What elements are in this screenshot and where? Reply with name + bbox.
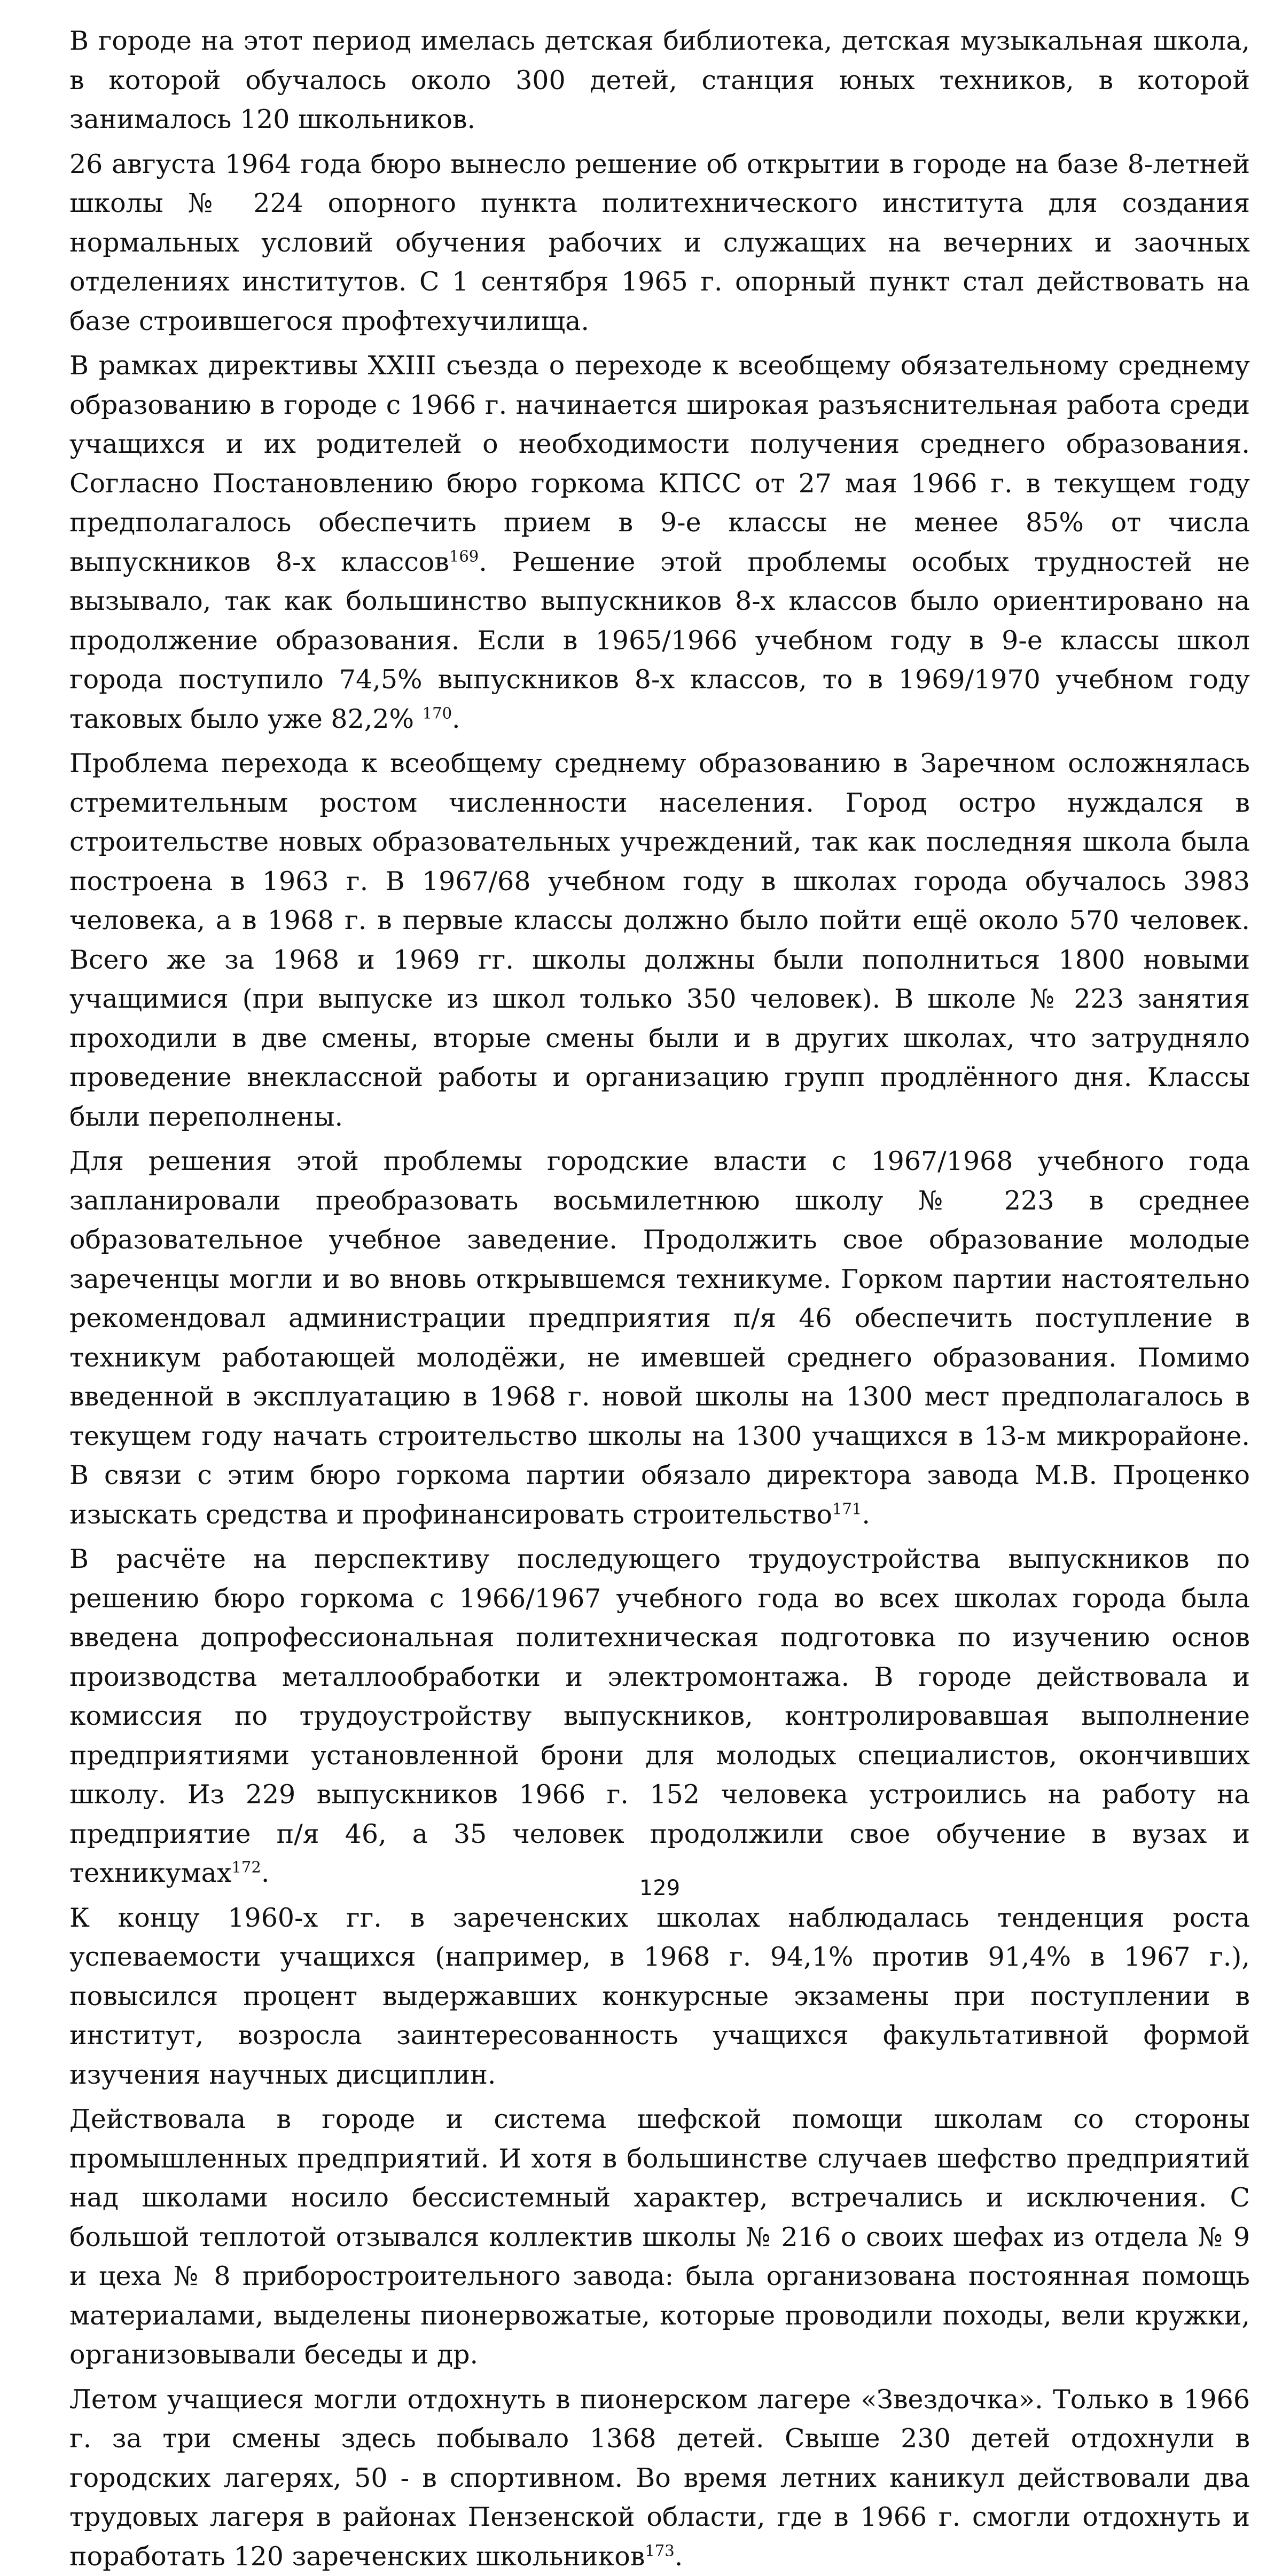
paragraph-text-end: . [862, 1499, 870, 1530]
paragraph-text: В расчёте на перспективу последующего трудоустройства выпускников по решению бюро горкома с 1966/1967 учебного года во всех школах города была введена допрофессиональная политехническая подготовка по изучению основ производства металлообработки и электромонтажа. В городе действовала и комиссия по трудоустройству выпускников, контролировавшая выполнение предприятиями установленной брони для молодых специалистов, окончивших школу. Из 229 выпускников 1966 г. 152 человека устроились на работу на предприятие п/я 46, а 35 человек продолжили свое обучение в вузах и техникумах [69, 1544, 1250, 1888]
paragraph-5 [69, 1142, 1250, 1534]
paragraph-text: Для решения этой проблемы городские власти с 1967/1968 учебного года запланировали преобразовать восьмилетнюю школу № 223 в среднее образовательное учебное заведение. Продолжить свое образование молодые зареченцы могли и во вновь открывшемся техникуме. Горком партии настоятельно рекомендовал администрации предприятия п/я 46 обеспечить поступление в техникум работающей молодёжи, не имевшей среднего образования. Помимо введенной в эксплуатацию в 1968 г. новой школы на 1300 мест предполагалось в текущем году начать строительство школы на 1300 учащихся в 13-м микрорайоне. В связи с этим бюро горкома партии обязало директора завода М.В. Проценко изыскать средства и профинансировать строительство [69, 1146, 1250, 1530]
footnote-ref-169: 169 [449, 547, 479, 565]
paragraph-8 [69, 2100, 1250, 2375]
paragraph-6 [69, 1540, 1250, 1893]
paragraph-3 [69, 346, 1250, 739]
paragraph-text-end: . [452, 704, 460, 734]
page-number: 129 [69, 1875, 1250, 1901]
footnote-ref-173: 173 [645, 2541, 674, 2559]
footnote-ref-172: 172 [231, 1858, 261, 1876]
paragraph-text-end: . [261, 1858, 270, 1888]
paragraph-text: К концу 1960-х гг. в зареченских школах наблюдалась тенденция роста успеваемости учащихся (например, в 1968 г. 94,1% против 91,4% в 1967 г.), повысился процент выдержавших конкурсные экзамены при поступлении в институт, возросла заинтересованность учащихся факультативной формой изучения научных дисциплин. [69, 1903, 1250, 2090]
paragraph-text: Действовала в городе и система шефской помощи школам со стороны промышленных предприятий. И хотя в большинстве случаев шефство предприятий над школами носило бессистемный характер, встречались и исключения. С большой теплотой отзывался коллектив школы № 216 о своих шефах из отдела № 9 и цеха № 8 приборостроительного завода: была организована постоянная помощь материалами, выделены пионервожатые, которые проводили походы, вели кружки, организовывали беседы и др. [69, 2104, 1250, 2370]
footnote-ref-171: 171 [832, 1499, 862, 1518]
footnote-ref-170: 170 [423, 704, 452, 722]
paragraph-text: Проблема перехода к всеобщему среднему образованию в Заречном осложнялась стремительным ростом численности населения. Город остро нуждался в строительстве новых образовательных учреждений, так как последняя школа была построена в 1963 г. В 1967/68 учебном году в школах города обучалось 3983 человека, а в 1968 г. в первые классы должно было пойти ещё около 570 человек. Всего же за 1968 и 1969 гг. школы должны были пополниться 1800 новыми учащимися (при выпуске из школ только 350 человек). В школе № 223 занятия проходили в две смены, вторые смены были и в других школах, что затрудняло проведение внеклассной работы и организацию групп продлённого дня. Классы были переполнены. [69, 748, 1250, 1132]
book-page [69, 21, 1250, 1922]
paragraph-text: В рамках директивы XXIII съезда о переходе к всеобщему обязательному среднему образованию в городе с 1966 г. начинается широкая разъяснительная работа среди учащихся и их родителей о необходимости получения среднего образования. Согласно Постановлению бюро горкома КПСС от 27 мая 1966 г. в текущем году предполагалось обеспечить прием в 9-е классы не менее 85% от числа выпускников 8-х классов [69, 350, 1250, 577]
paragraph-2 [69, 145, 1250, 341]
paragraph-text-end: . [675, 2541, 683, 2572]
paragraph-1 [69, 21, 1250, 139]
paragraph-4 [69, 744, 1250, 1136]
paragraph-7 [69, 1898, 1250, 2095]
paragraph-9 [69, 2380, 1250, 2576]
paragraph-text-continued: . Решение этой проблемы особых трудностей не вызывало, так как большинство выпускников 8-х классов было ориентировано на продолжение образования. Если в 1965/1966 учебном году в 9-е классы школ города поступило 74,5% выпускников 8-х классов, то в 1969/1970 учебном году таковых было уже 82,2% [69, 547, 1250, 734]
paragraph-text: 26 августа 1964 года бюро вынесло решение об открытии в городе на базе 8-летней школы № 224 опорного пункта политехнического института для создания нормальных условий обучения рабочих и служащих на вечерних и заочных отделениях институтов. С 1 сентября 1965 г. опорный пункт стал действовать на базе строившегося профтехучилища. [69, 149, 1250, 336]
paragraph-text: Летом учащиеся могли отдохнуть в пионерском лагере «Звездочка». Только в 1966 г. за три смены здесь побывало 1368 детей. Свыше 230 детей отдохнули в городских лагерях, 50 - в спортивном. Во время летних каникул действовали два трудовых лагеря в районах Пензенской области, где в 1966 г. смогли отдохнуть и поработать 120 зареченских школьников [69, 2384, 1250, 2572]
paragraph-text: В городе на этот период имелась детская библиотека, детская музыкальная школа, в которой обучалось около 300 детей, станция юных техников, в которой занималось 120 школьников. [69, 26, 1250, 135]
page-body-text [69, 21, 1250, 2576]
